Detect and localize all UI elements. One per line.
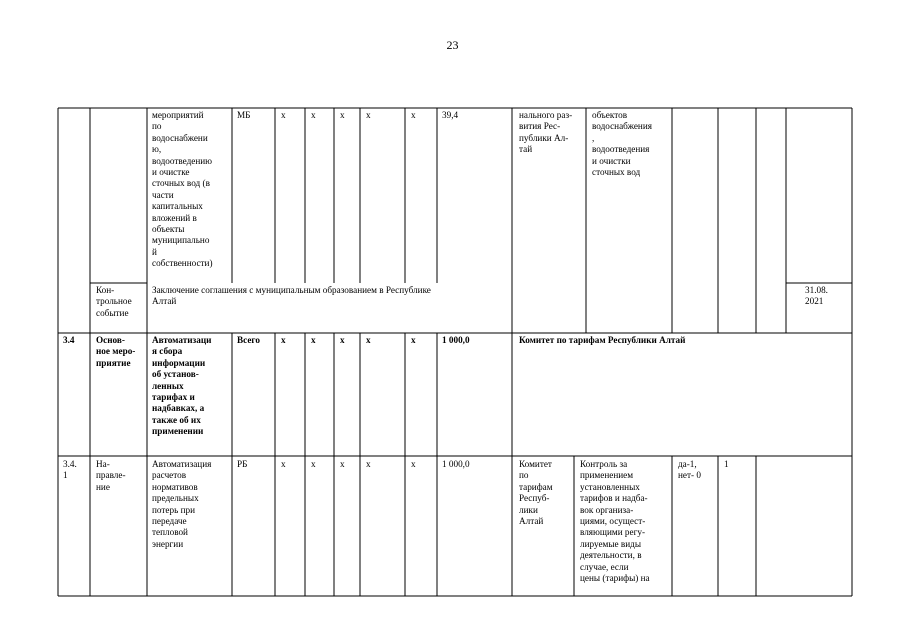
x-cell: х: [311, 335, 316, 345]
x-cell: х: [340, 459, 345, 469]
event-name-continued: мероприятий по водоснабжени ю, водоотведению и очистке сточных вод (в части капитальных вложений в объекты муниципально й собственности): [152, 110, 213, 269]
x-cell: х: [366, 110, 371, 120]
row-type: На- правле- ние: [96, 459, 126, 492]
x-cell: х: [311, 110, 316, 120]
funding-source-total: Всего: [237, 335, 260, 345]
unit-cell: да-1, нет- 0: [678, 459, 701, 481]
main-event-name: Автоматизаци я сбора информации об установ- ленных тарифах и надбавках, а также об их применении: [152, 335, 212, 437]
x-cell: х: [340, 110, 345, 120]
funding-source-mb: МБ: [237, 110, 251, 120]
direction-name: Автоматизация расчетов нормативов предельных потерь при передаче тепловой энергии: [152, 459, 212, 549]
executor-full: Комитет по тарифам Республики Алтай: [519, 335, 686, 345]
indicator-cell: Контроль за применением установленных тарифов и надба- вок организа- циями, осущест- вляющими регу- лируемые виды деятельности, в случае, если цены (тарифы) на: [580, 459, 650, 584]
control-event-date: 31.08. 2021: [805, 285, 828, 307]
row-number: 3.4. 1: [63, 459, 77, 481]
x-cell: х: [366, 335, 371, 345]
row-type: Основ- ное меро- приятие: [96, 335, 136, 368]
value-cell: 1: [724, 459, 729, 469]
indicator-continued: объектов водоснабжения , водоотведения и очистки сточных вод: [592, 110, 652, 178]
x-cell: х: [281, 110, 286, 120]
control-event-text: Заключение соглашения с муниципальным образованием в Республике Алтай: [152, 285, 431, 307]
executor-cell: Комитет по тарифам Респуб- лики Алтай: [519, 459, 553, 527]
x-cell: х: [281, 335, 286, 345]
funding-source-rb: РБ: [237, 459, 248, 469]
page-number: 23: [446, 38, 459, 52]
amount-cell: 39,4: [442, 110, 459, 120]
amount-cell: 1 000,0: [442, 459, 470, 469]
x-cell: х: [281, 459, 286, 469]
x-cell: х: [411, 335, 416, 345]
x-cell: х: [311, 459, 316, 469]
executor-continued: нального раз- вития Рес- публики Ал- тай: [519, 110, 573, 155]
x-cell: х: [340, 335, 345, 345]
x-cell: х: [411, 459, 416, 469]
row-number: 3.4: [63, 335, 75, 345]
x-cell: х: [366, 459, 371, 469]
control-event-label: Кон- трольное событие: [96, 285, 132, 318]
x-cell: х: [411, 110, 416, 120]
amount-cell: 1 000,0: [442, 335, 470, 345]
